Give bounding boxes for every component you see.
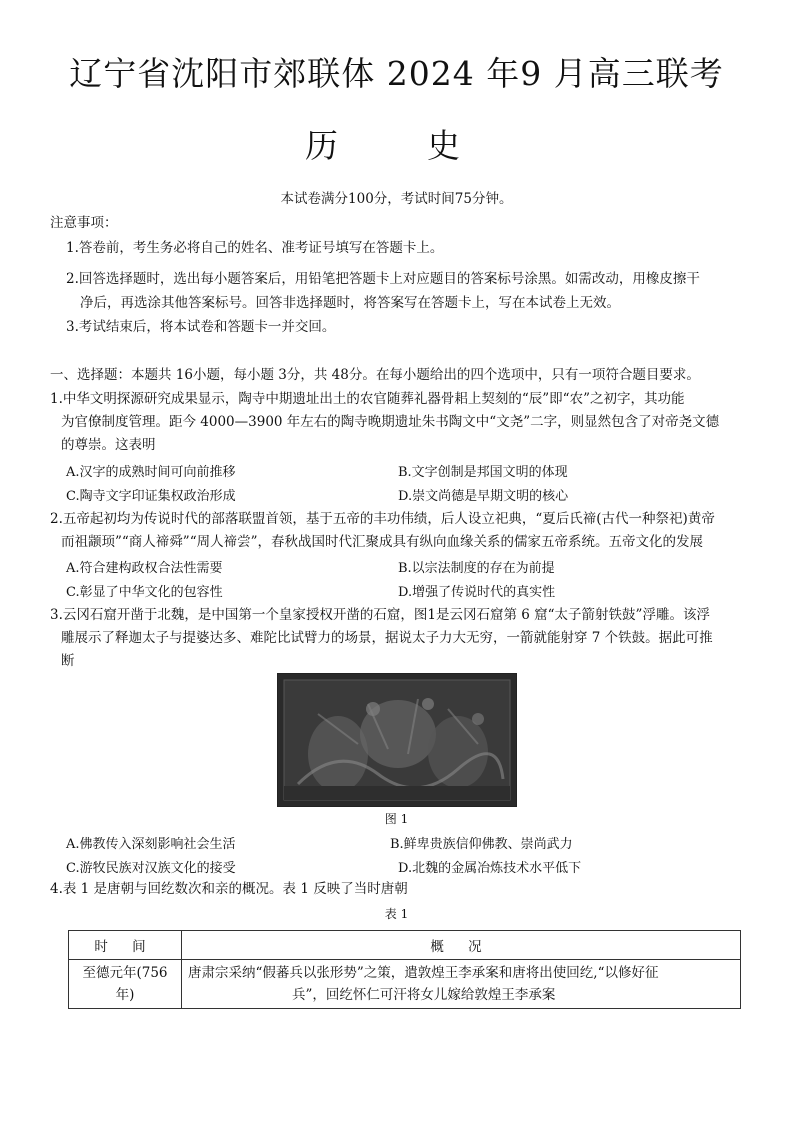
table-header-row	[69, 931, 741, 960]
notice-heading: 注意事项：	[50, 215, 118, 231]
relief-carving-icon	[278, 674, 516, 806]
section-heading: 一、选择题：本题共 16小题，每小题 3分，共 48分。在每小题给出的四个选项中，只有一项符合题目要求。	[50, 367, 700, 383]
option-a[interactable]: A.佛教传入深刻影响社会生活	[66, 837, 236, 852]
table-cell-summary	[182, 960, 741, 1009]
option-c[interactable]: C.游牧民族对汉族文化的接受	[66, 861, 236, 876]
question-line: 2.五帝起初均为传说时代的部落联盟首领，基于五帝的丰功伟绩，后人设立祀典，“夏后氏禘(古代一种祭祀)黄帝	[50, 511, 715, 527]
option-b[interactable]: B.文字创制是邦国文明的体现	[398, 465, 568, 480]
figure-relief-image	[277, 673, 517, 807]
notice-item-1: 1.答卷前，考生务必将自己的姓名、准考证号填写在答题卡上。	[66, 240, 444, 256]
option-b[interactable]: B.鲜卑贵族信仰佛教、崇尚武力	[390, 837, 573, 852]
summary-line: 兵”，回纥怀仁可汗将女儿嫁给敦煌王李承案	[292, 987, 556, 1003]
question-line: 而祖颛顼”“商人禘舜”“周人禘尝”，春秋战国时代汇聚成具有纵向血缘关系的儒家五帝系统。五帝文化的发展	[61, 534, 704, 550]
question-line: 1.中华文明探源研究成果显示，陶寺中期遗址出土的农官随葬礼器骨耜上契刻的“辰”即“农”之初字，其功能	[50, 391, 685, 407]
option-c[interactable]: C.彰显了中华文化的包容性	[66, 585, 223, 600]
question-line: 断	[61, 653, 75, 669]
notice-item-2-cont: 净后，再选涂其他答案标号。回答非选择题时，将答案写在答题卡上，写在本试卷上无效。	[80, 295, 620, 311]
question-line: 4.表 1 是唐朝与回纥数次和亲的概况。表 1 反映了当时唐朝	[50, 881, 408, 897]
table-caption: 表 1	[384, 907, 409, 921]
option-d[interactable]: D.北魏的金属冶炼技术水平低下	[398, 861, 582, 876]
notice-item-3: 3.考试结束后，将本试卷和答题卡一并交回。	[66, 319, 336, 335]
question-line: 的尊崇。这表明	[61, 437, 156, 453]
table-header-summary: 概 况	[182, 931, 741, 960]
history-table	[68, 930, 741, 1009]
option-a[interactable]: A.汉字的成熟时间可向前推移	[66, 465, 236, 480]
option-d[interactable]: D.崇文尚德是早期文明的核心	[398, 489, 569, 504]
table-row	[69, 960, 741, 1009]
subject-title: 历 史	[305, 126, 488, 165]
question-line: 雕展示了释迦太子与提婆达多、难陀比试臂力的场景，据说太子力大无穷，一箭就能射穿 7 个铁鼓。据此可推	[61, 630, 713, 646]
table-cell-time: 至德元年(756年)	[69, 960, 182, 1009]
summary-line: 唐肃宗采纳“假蕃兵以张形势”之策，遣敦煌王李承案和唐将出使回纥,“以修好征	[188, 965, 659, 981]
option-c[interactable]: C.陶寺文字印证集权政治形成	[66, 489, 236, 504]
question-line: 为官僚制度管理。距今 4000—3900 年左右的陶寺晚期遗址朱书陶文中“文尧”二字，则显然包含了对帝尧文德	[61, 414, 720, 430]
option-d[interactable]: D.增强了传说时代的真实性	[398, 585, 556, 600]
exam-title: 辽宁省沈阳市郊联体 2024 年9 月高三联考	[69, 54, 724, 93]
notice-item-2: 2.回答选择题时，选出每小题答案后，用铅笔把答题卡上对应题目的答案标号涂黑。如需改动，用橡皮擦干	[66, 271, 700, 287]
exam-info: 本试卷满分100分，考试时间75分钟。	[280, 191, 513, 207]
table-header-time: 时 间	[69, 931, 182, 960]
option-b[interactable]: B.以宗法制度的存在为前提	[398, 561, 555, 576]
figure-caption: 图 1	[384, 812, 409, 826]
option-a[interactable]: A.符合建构政权合法性需要	[66, 561, 223, 576]
question-line: 3.云冈石窟开凿于北魏，是中国第一个皇家授权开凿的石窟，图1是云冈石窟第 6 窟“太子箭射铁鼓”浮雕。该浮	[50, 607, 710, 623]
